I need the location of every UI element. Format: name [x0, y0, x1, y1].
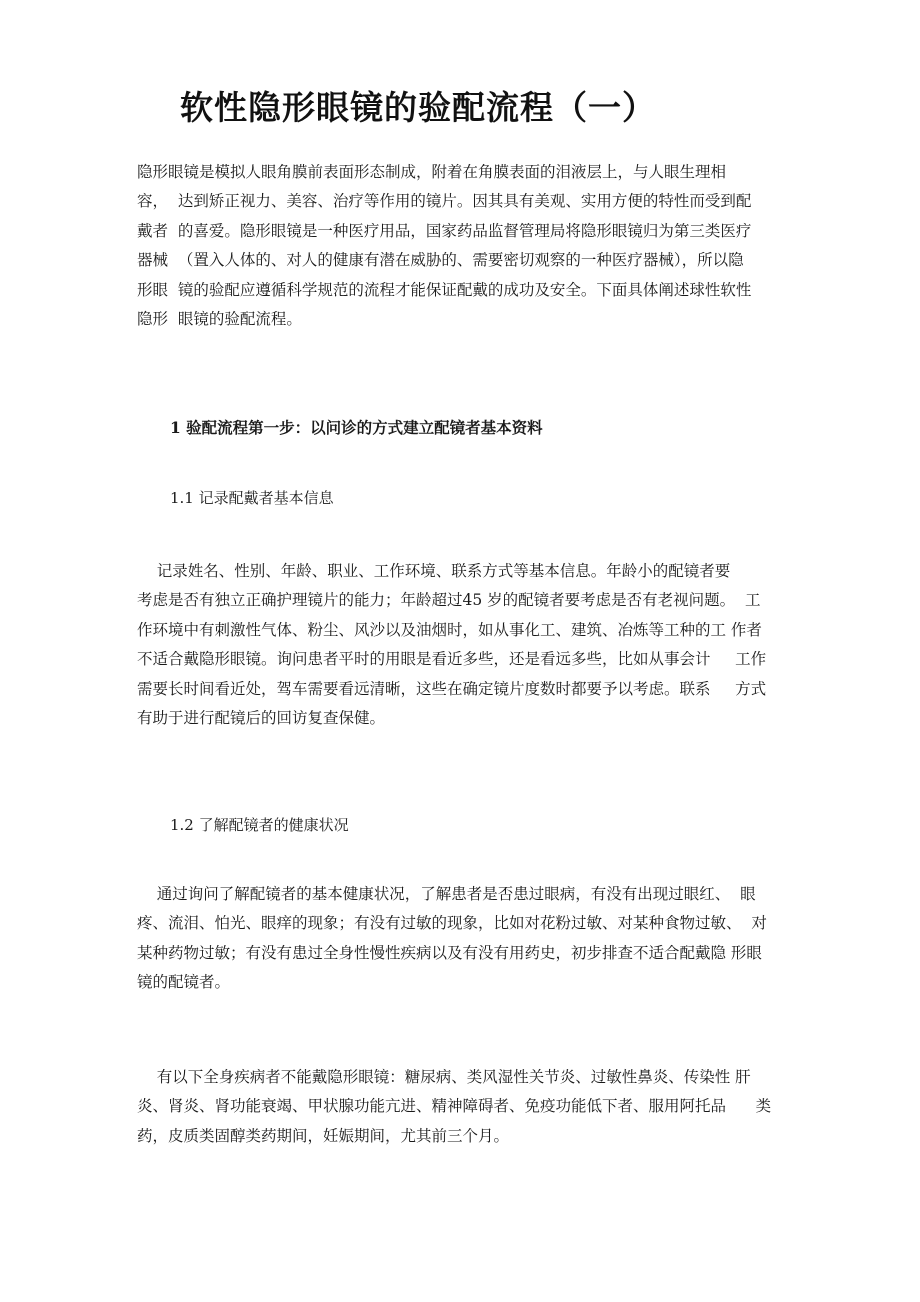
- section-1-heading: 1 验配流程第一步：以问诊的方式建立配镜者基本资料: [170, 418, 543, 437]
- intro-line: 隐形 眼镜的验配流程。: [137, 310, 302, 329]
- paragraph-line: 疼、流泪、怕光、眼痒的现象；有没有过敏的现象，比如对花粉过敏、对某种食物过敏、 对: [137, 914, 767, 933]
- paragraph-line: 炎、肾炎、肾功能衰竭、甲状腺功能亢进、精神障碍者、免疫功能低下者、服用阿托品 类: [137, 1097, 772, 1116]
- intro-line: 器械 （置入人体的、对人的健康有潜在威胁的、需要密切观察的一种医疗器械），所以隐: [137, 251, 744, 270]
- intro-line: 戴者 的喜爱。隐形眼镜是一种医疗用品，国家药品监督管理局将隐形眼镜归为第三类医疗: [137, 221, 752, 240]
- paragraph-line: 药，皮质类固醇类药期间，妊娠期间，尤其前三个月。: [137, 1126, 510, 1145]
- section-1-2-heading: 1.2 了解配镜者的健康状况: [170, 816, 349, 834]
- document-title: 软性隐形眼镜的验配流程（一）: [180, 88, 656, 127]
- section-1-2-paragraph: [137, 880, 797, 998]
- paragraph-line: 不适合戴隐形眼镜。询问患者平时的用眼是看近多些，还是看远多些，比如从事会计 工作: [137, 650, 767, 669]
- paragraph-line: 考虑是否有独立正确护理镜片的能力；年龄超过45 岁的配镜者要考虑是否有老视问题。 工: [137, 591, 761, 610]
- paragraph-line: 需要长时间看近处，驾车需要看远清晰，这些在确定镜片度数时都要予以考虑。联系 方式: [137, 679, 767, 698]
- intro-line: 隐形眼镜是模拟人眼角膜前表面形态制成，附着在角膜表面的泪液层上，与人眼生理相: [137, 163, 727, 181]
- paragraph-line: 镜的配镜者。: [137, 973, 231, 992]
- paragraph-line: 记录姓名、性别、年龄、职业、工作环境、联系方式等基本信息。年龄小的配镜者要: [137, 562, 731, 580]
- paragraph-line: 作环境中有刺激性气体、粉尘、风沙以及油烟时，如从事化工、建筑、冶炼等工种的工 作者: [137, 620, 762, 639]
- intro-paragraph: [137, 158, 797, 334]
- section-1-1-paragraph: [137, 557, 797, 733]
- contraindications-paragraph: [137, 1063, 797, 1151]
- paragraph-line: 有助于进行配镜后的回访复查保健。: [137, 709, 386, 728]
- intro-line: 容， 达到矫正视力、美容、治疗等作用的镜片。因其具有美观、实用方便的特性而受到配: [137, 192, 752, 211]
- intro-line: 形眼 镜的验配应遵循科学规范的流程才能保证配戴的成功及安全。下面具体阐述球性软性: [137, 280, 752, 299]
- section-1-1-heading: 1.1 记录配戴者基本信息: [170, 489, 334, 507]
- paragraph-line: 有以下全身疾病者不能戴隐形眼镜：糖尿病、类风湿性关节炎、过敏性鼻炎、传染性 肝: [137, 1068, 751, 1086]
- paragraph-line: 通过询问了解配镜者的基本健康状况，了解患者是否患过眼病，有没有出现过眼红、 眼: [137, 885, 756, 903]
- paragraph-line: 某种药物过敏；有没有患过全身性慢性疾病以及有没有用药史，初步排查不适合配戴隐 形眼: [137, 943, 762, 962]
